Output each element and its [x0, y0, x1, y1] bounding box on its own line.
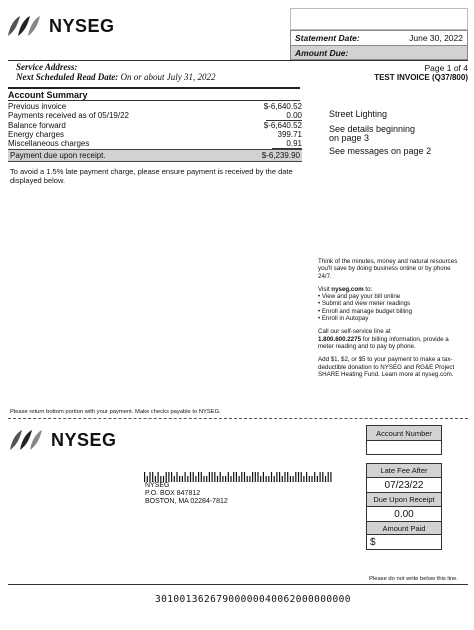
account-summary-title: Account Summary: [8, 90, 88, 100]
details-page-line: on page 3: [329, 133, 370, 143]
due-upon-receipt-label: Due Upon Receipt: [366, 493, 442, 507]
account-number-value: [366, 441, 442, 455]
tear-line: [8, 418, 468, 419]
remit-line: BOSTON, MA 02284-7812: [145, 498, 228, 505]
next-read-line: [16, 72, 215, 82]
stub-brand-name: NYSEG: [51, 429, 117, 450]
bullet-item: • View and pay your bill online: [318, 293, 401, 301]
due-upon-receipt-value: 0.00: [366, 507, 442, 522]
invoice-title: TEST INVOICE (Q37/800): [374, 73, 468, 82]
service-address-label: Service Address:: [16, 62, 78, 72]
account-number-label: Account Number: [366, 425, 442, 441]
remit-line: P.O. BOX 847812: [145, 490, 201, 497]
return-note: Please return bottom portion with your payment. Make checks payable to NYSEG.: [10, 409, 221, 415]
message-call: Call our self-service line at 1.800.600.2275 for billing information, provide a meter reading and to pay by phone.: [318, 328, 449, 350]
street-lighting-label: Street Lighting: [329, 109, 388, 119]
statement-date-value: June 30, 2022: [409, 33, 463, 43]
account-row: Previous invoice $-6,640.52: [8, 102, 302, 111]
account-row: Energy charges 399.71: [8, 130, 302, 139]
remit-line: NYSEG: [145, 482, 170, 489]
details-line: See details beginning: [329, 124, 416, 134]
message-donate: Add $1, $2, or $5 to your payment to make a tax-deductible donation to NYSEG and RG&E Project SHARE Heating Fund. Learn more at nyseg.com.: [318, 356, 455, 378]
next-read-value: On or about July 31, 2022: [120, 72, 216, 82]
late-payment-note: To avoid a 1.5% late payment charge, please ensure payment is received by the date displayed below.: [10, 167, 293, 185]
nyseg-site-link[interactable]: nyseg.com: [331, 285, 364, 293]
postal-barcode: [144, 472, 336, 482]
leaf-logo-icon: [8, 428, 48, 452]
late-fee-label: Late Fee After: [366, 463, 442, 478]
stub-panel: [366, 425, 442, 548]
bullet-item: • Submit and view meter readings: [318, 300, 411, 308]
statement-date-label: Statement Date:: [295, 33, 360, 43]
amount-due-row: [291, 45, 467, 59]
page-info: Page 1 of 4: [424, 63, 468, 73]
messages-line: See messages on page 2: [329, 146, 432, 156]
remit-address: [145, 482, 228, 506]
top-blank-box: [290, 8, 468, 30]
account-summary-rows: [8, 102, 302, 149]
nyseg-logo: [6, 14, 115, 38]
amount-paid-label: Amount Paid: [366, 522, 442, 535]
leaf-logo-icon: [6, 14, 46, 38]
do-not-write-note: Please do not write below this line.: [369, 576, 458, 582]
message-visit: Visit nyseg.com to:: [318, 285, 373, 293]
payment-due-label: Payment due upon receipt.: [10, 151, 106, 160]
bottom-rule: [8, 584, 468, 585]
amount-due-label: Amount Due:: [295, 47, 349, 58]
account-row: Miscellaneous charges 0.91: [8, 139, 302, 148]
late-fee-date: 07/23/22: [366, 478, 442, 493]
bullet-item: • Enroll and manage budget billing: [318, 307, 413, 315]
messages-panel: [318, 258, 458, 384]
brand-name: NYSEG: [49, 15, 115, 36]
scan-line: 30100136267900000040062000000000: [155, 594, 351, 605]
payment-due-bar: [8, 149, 302, 162]
top-divider: [8, 60, 468, 61]
message-online: Think of the minutes, money and natural resources you'll save by doing business online or by phone 24/7.: [318, 258, 458, 280]
account-row: Payments received as of 05/19/22 0.00: [8, 111, 302, 120]
phone-number: 1.800.600.2275: [318, 335, 362, 343]
account-row: Balance forward $-6,640.52: [8, 121, 302, 130]
payment-due-value: $-6,239.90: [261, 151, 300, 160]
bullet-item: • Enroll in Autopay: [318, 315, 369, 323]
account-summary-rule: [8, 100, 300, 101]
account-summary-top-rule: [8, 87, 300, 89]
statement-date-row: [291, 31, 467, 45]
statement-header: [290, 30, 468, 60]
stub-nyseg-logo: [8, 428, 117, 452]
amount-paid-field[interactable]: $: [366, 535, 442, 550]
next-read-label: Next Scheduled Read Date:: [16, 72, 119, 82]
